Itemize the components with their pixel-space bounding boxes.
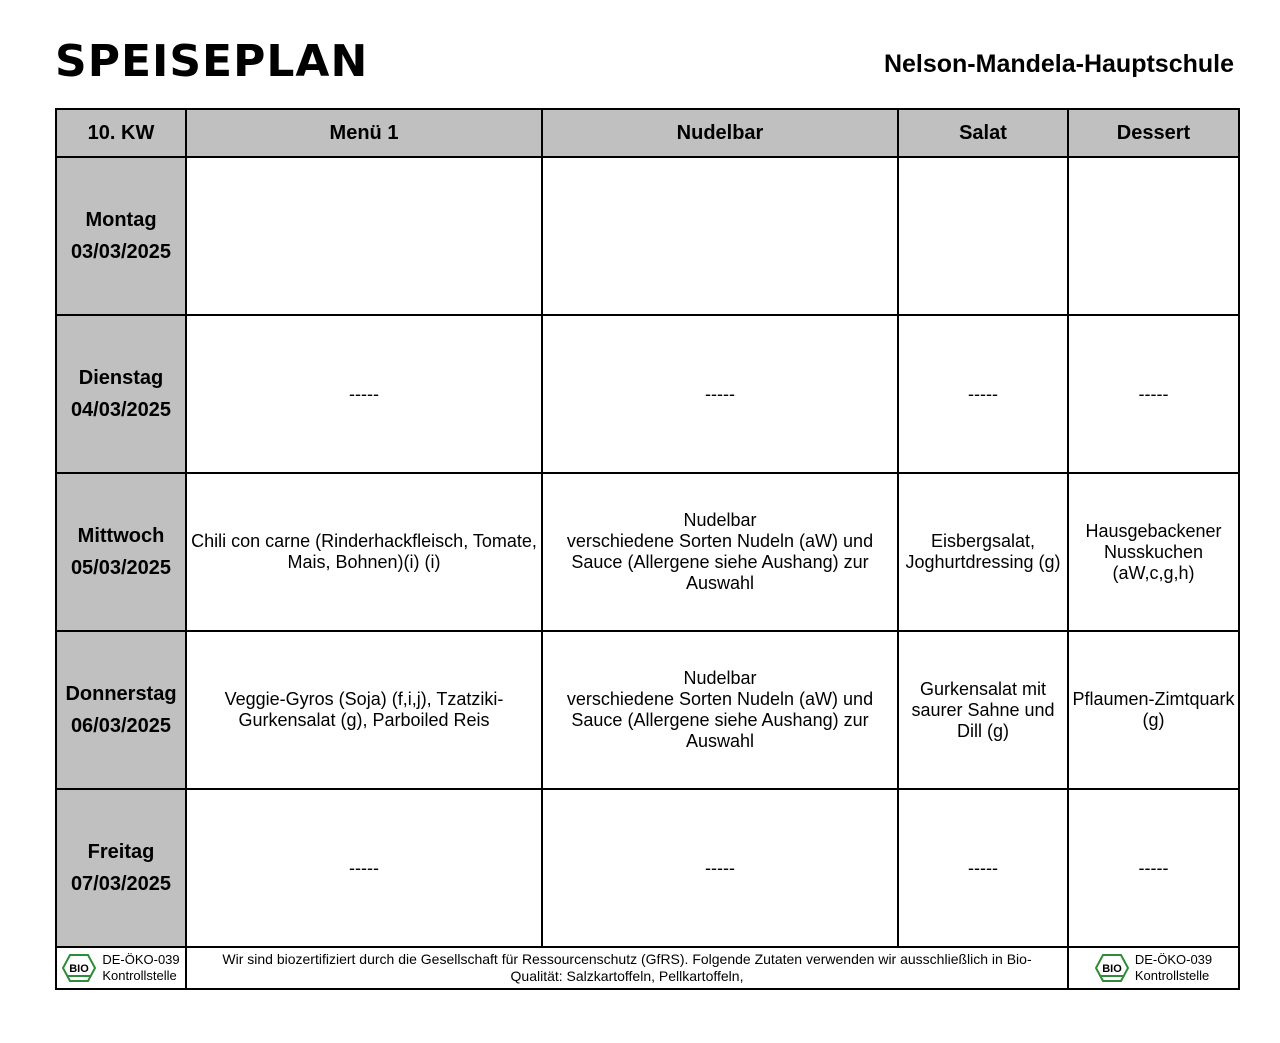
table-row xyxy=(56,315,1239,473)
nudelbar-cell: Nudelbar verschiedene Sorten Nudeln (aW) und Sauce (Allergene siehe Aushang) zur Auswahl xyxy=(542,473,898,631)
bio-logo-icon xyxy=(62,953,96,983)
day-date: 03/03/2025 xyxy=(70,241,172,263)
table-row xyxy=(56,473,1239,631)
nudelbar-cell: ----- xyxy=(542,315,898,473)
salat-cell: ----- xyxy=(898,789,1068,947)
day-cell xyxy=(56,473,186,631)
col-header-salat: Salat xyxy=(898,109,1068,157)
day-name: Montag xyxy=(85,209,157,231)
footer-row xyxy=(56,947,1239,989)
menu1-cell: ----- xyxy=(186,789,542,947)
salat-cell: ----- xyxy=(898,315,1068,473)
day-cell xyxy=(56,789,186,947)
col-header-nudelbar: Nudelbar xyxy=(542,109,898,157)
salat-cell: Gurkensalat mit saurer Sahne und Dill (g) xyxy=(898,631,1068,789)
bio-label: Kontrollstelle xyxy=(102,968,177,983)
menu1-cell: Veggie-Gyros (Soja) (f,i,j), Tzatziki-Gurkensalat (g), Parboiled Reis xyxy=(186,631,542,789)
bio-notice-line2: Qualität: Salzkartoffeln, Pellkartoffeln, xyxy=(510,968,744,984)
dessert-cell xyxy=(1068,157,1239,315)
bio-logo-text: BIO xyxy=(1102,963,1122,975)
nudelbar-cell: ----- xyxy=(542,789,898,947)
day-cell xyxy=(56,157,186,315)
day-name: Donnerstag xyxy=(65,683,177,705)
bio-badge-left xyxy=(56,947,186,989)
day-cell xyxy=(56,631,186,789)
day-name: Mittwoch xyxy=(77,525,165,547)
menu1-cell: ----- xyxy=(186,315,542,473)
school-name: Nelson-Mandela-Hauptschule xyxy=(883,50,1234,78)
day-date: 04/03/2025 xyxy=(70,399,172,421)
menu1-cell xyxy=(186,157,542,315)
col-header-dessert: Dessert xyxy=(1068,109,1239,157)
bio-logo-text: BIO xyxy=(69,963,90,975)
col-header-menu1: Menü 1 xyxy=(186,109,542,157)
header-row xyxy=(56,109,1239,157)
dessert-cell: ----- xyxy=(1068,315,1239,473)
table-row xyxy=(56,157,1239,315)
nudelbar-cell xyxy=(542,157,898,315)
day-date: 05/03/2025 xyxy=(70,557,172,579)
menu-table xyxy=(55,108,1240,990)
day-name: Freitag xyxy=(87,841,155,863)
col-header-week: 10. KW xyxy=(56,109,186,157)
bio-notice xyxy=(186,947,1068,989)
day-date: 07/03/2025 xyxy=(70,873,172,895)
page-title: SPEISEPLAN xyxy=(55,36,369,87)
dessert-cell: ----- xyxy=(1068,789,1239,947)
bio-code: DE-ÖKO-039 xyxy=(102,952,180,967)
bio-code: DE-ÖKO-039 xyxy=(1134,952,1213,967)
table-row xyxy=(56,789,1239,947)
day-cell xyxy=(56,315,186,473)
day-date: 06/03/2025 xyxy=(70,715,172,737)
nudelbar-cell: Nudelbar verschiedene Sorten Nudeln (aW) und Sauce (Allergene siehe Aushang) zur Auswahl xyxy=(542,631,898,789)
salat-cell xyxy=(898,157,1068,315)
table-row xyxy=(56,631,1239,789)
salat-cell: Eisbergsalat, Joghurtdressing (g) xyxy=(898,473,1068,631)
bio-notice-line1: Wir sind biozertifiziert durch die Gesellschaft für Ressourcenschutz (GfRS). Folgende Zutaten verwenden wir ausschließlich in Bio- xyxy=(222,951,1032,967)
bio-label: Kontrollstelle xyxy=(1134,968,1210,983)
dessert-cell: Pflaumen-Zimtquark (g) xyxy=(1068,631,1239,789)
bio-logo-icon xyxy=(1095,953,1129,983)
bio-badge-right xyxy=(1068,947,1239,989)
menu1-cell: Chili con carne (Rinderhackfleisch, Tomate, Mais, Bohnen)(i) (i) xyxy=(186,473,542,631)
dessert-cell: Hausgebackener Nusskuchen (aW,c,g,h) xyxy=(1068,473,1239,631)
day-name: Dienstag xyxy=(78,367,164,389)
